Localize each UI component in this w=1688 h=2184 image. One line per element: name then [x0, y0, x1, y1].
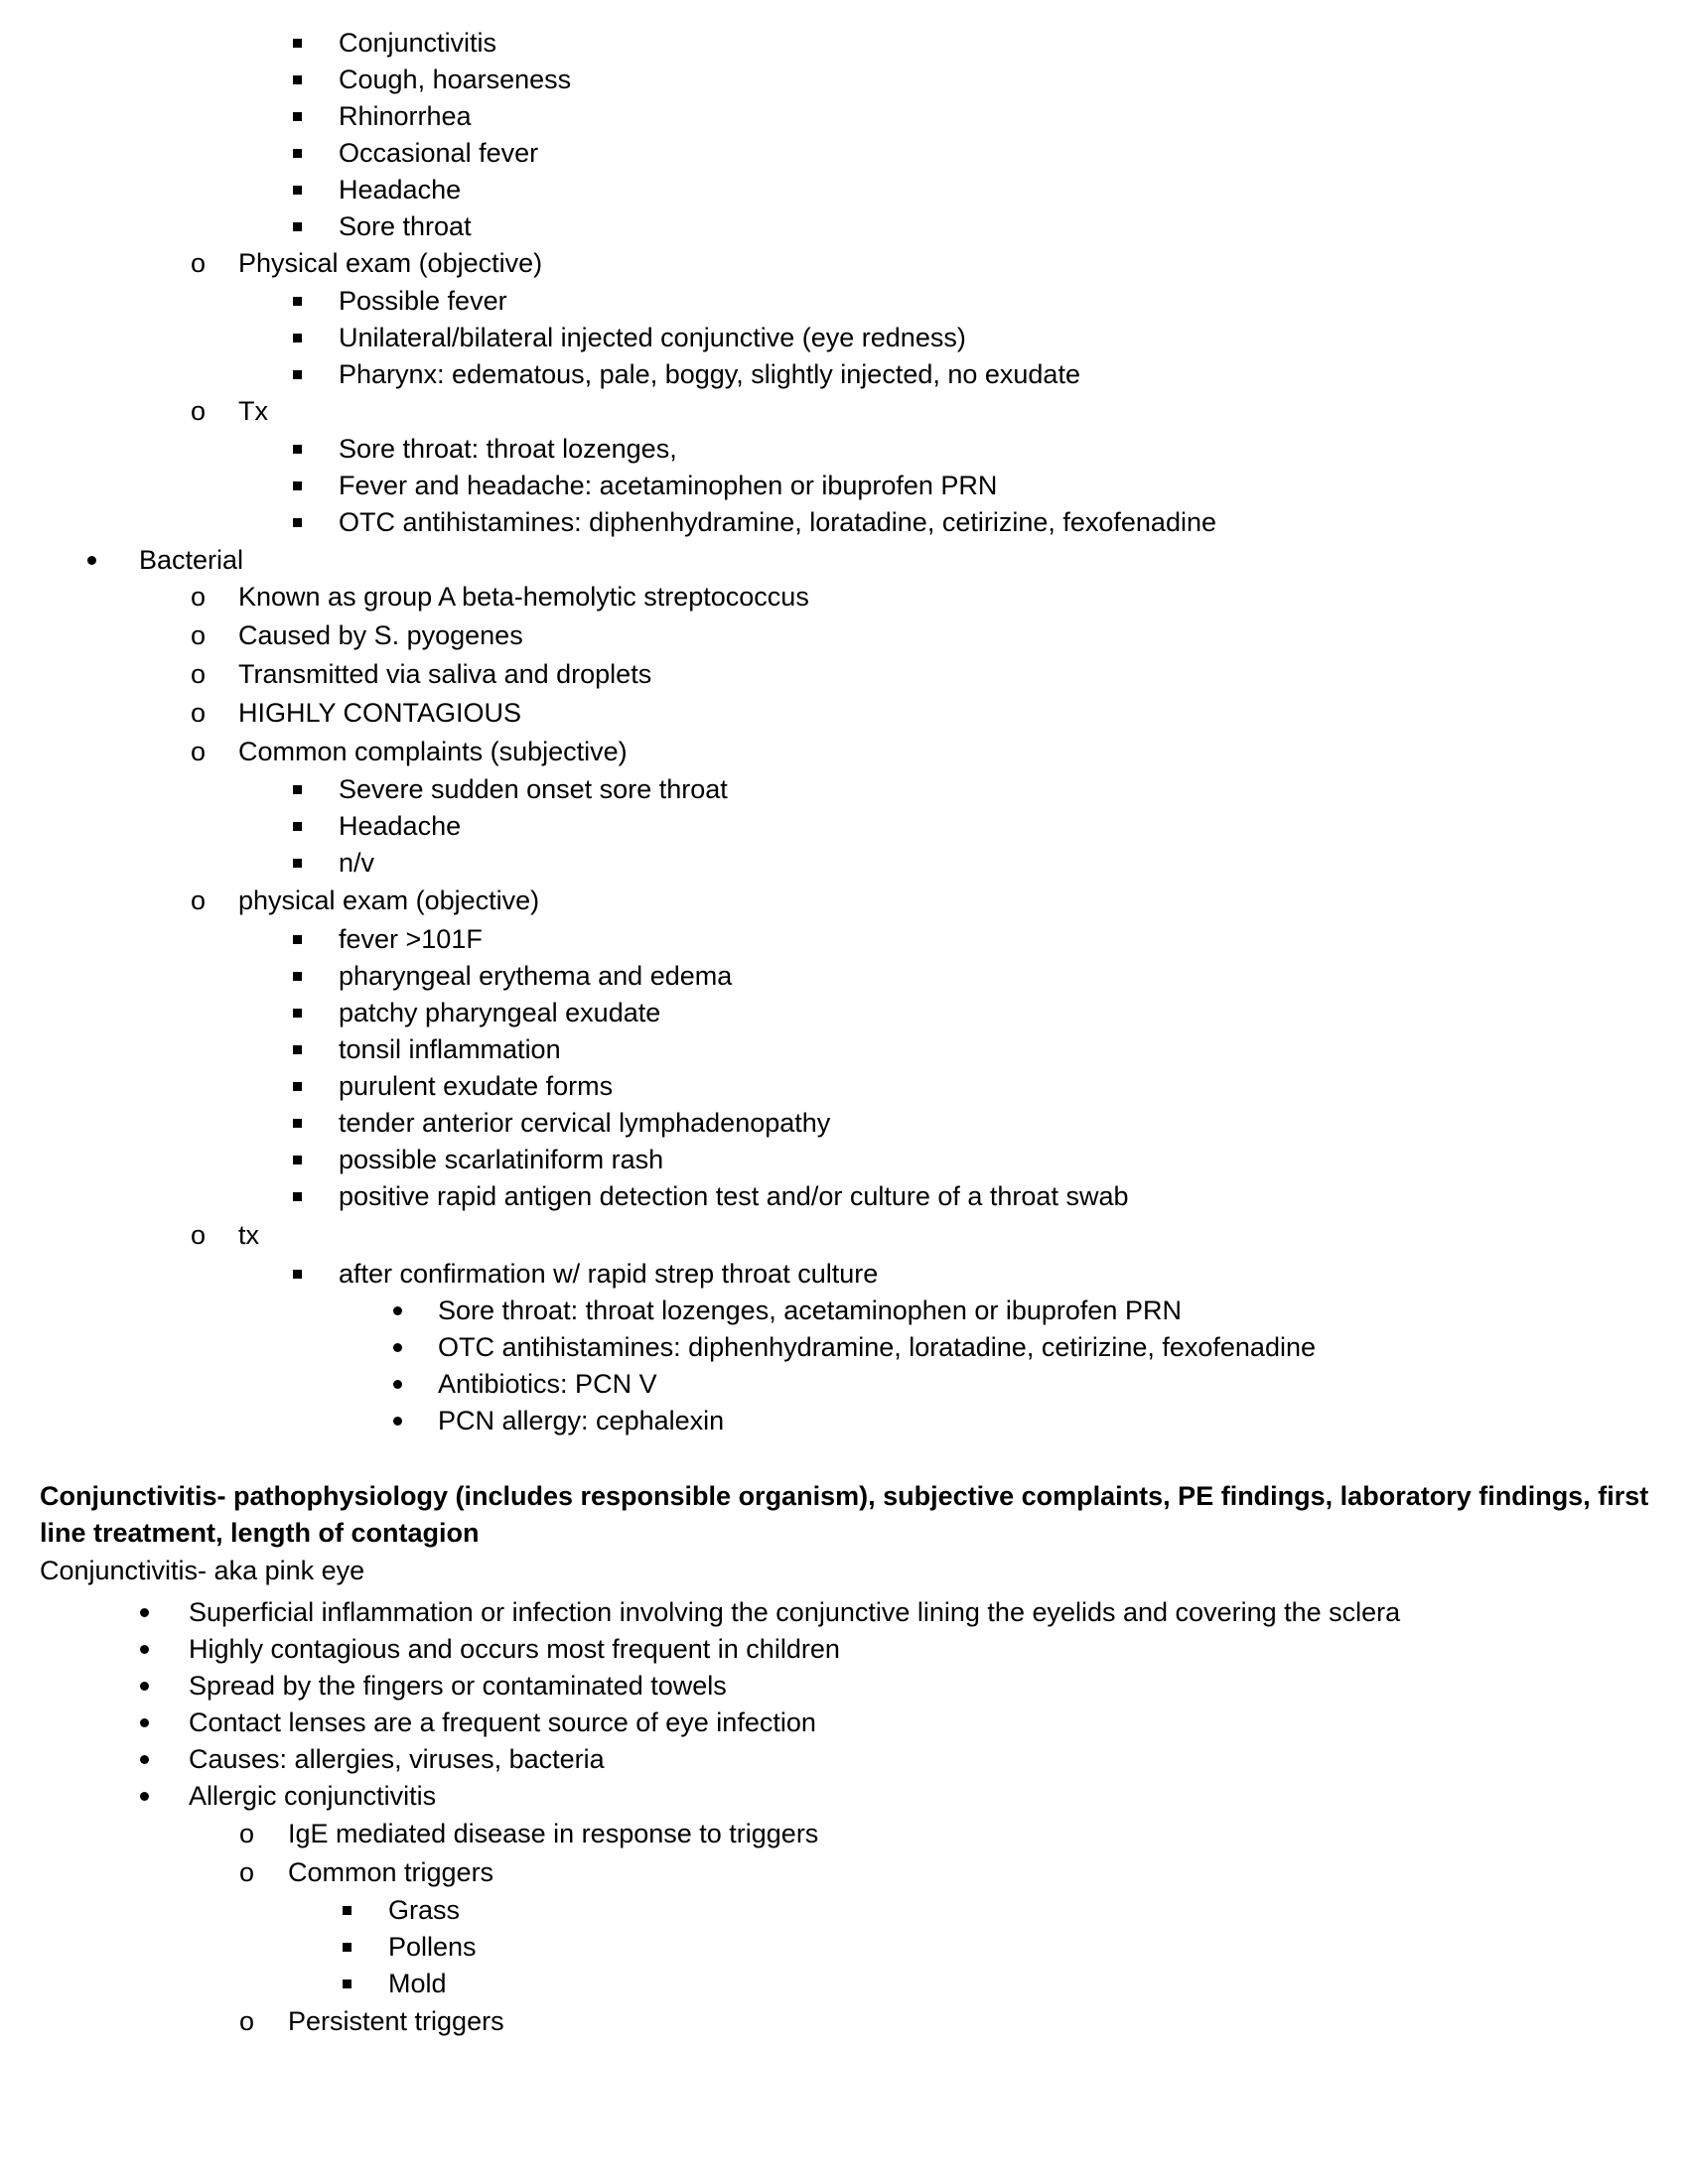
list-item: possible scarlatiniform rash — [0, 1142, 1688, 1178]
list-item: positive rapid antigen detection test and/or culture of a throat swab — [0, 1178, 1688, 1215]
list-item: Occasional fever — [0, 135, 1688, 172]
square-bullet-icon — [293, 1009, 302, 1018]
list-item: o physical exam (objective) — [0, 883, 1688, 919]
square-bullet-icon — [293, 75, 302, 84]
list-item: Spread by the fingers or contaminated towels — [0, 1668, 1688, 1705]
list-item: fever >101F — [0, 921, 1688, 958]
square-bullet-icon — [293, 1045, 302, 1054]
square-bullet-icon — [293, 1156, 302, 1164]
list-item: o Known as group A beta-hemolytic streptococcus — [0, 579, 1688, 615]
list-item: Headache — [0, 808, 1688, 845]
list-item: after confirmation w/ rapid strep throat culture — [0, 1256, 1688, 1293]
round-bullet-icon — [140, 1682, 149, 1691]
list-item: o Common complaints (subjective) — [0, 734, 1688, 770]
square-bullet-icon — [293, 334, 302, 342]
round-bullet-icon — [140, 1755, 149, 1764]
list-item: o Tx — [0, 393, 1688, 430]
list-item: Causes: allergies, viruses, bacteria — [0, 1741, 1688, 1778]
square-bullet-icon — [293, 1270, 302, 1279]
list-item: OTC antihistamines: diphenhydramine, loratadine, cetirizine, fexofenadine — [0, 504, 1688, 541]
square-bullet-icon — [293, 445, 302, 454]
square-bullet-icon — [293, 935, 302, 944]
list-item: patchy pharyngeal exudate — [0, 995, 1688, 1031]
list-item: Unilateral/bilateral injected conjunctive (eye redness) — [0, 320, 1688, 356]
round-bullet-icon — [393, 1380, 402, 1389]
section-heading-continued: line treatment, length of contagion — [40, 1518, 480, 1548]
square-bullet-icon — [293, 1192, 302, 1201]
list-item: o Transmitted via saliva and droplets — [0, 656, 1688, 693]
square-bullet-icon — [293, 39, 302, 48]
list-item: Allergic conjunctivitis — [0, 1778, 1688, 1815]
list-item: Pharynx: edematous, pale, boggy, slightly injected, no exudate — [0, 356, 1688, 393]
circle-bullet-icon: o — [239, 1857, 255, 1887]
square-bullet-icon — [343, 1979, 352, 1988]
square-bullet-icon — [293, 222, 302, 231]
circle-bullet-icon: o — [239, 1819, 255, 1848]
list-item: Severe sudden onset sore throat — [0, 771, 1688, 808]
list-item: purulent exudate forms — [0, 1068, 1688, 1105]
list-item: Mold — [0, 1966, 1688, 2002]
list-item: o Common triggers — [0, 1854, 1688, 1891]
list-item: pharyngeal erythema and edema — [0, 958, 1688, 995]
square-bullet-icon — [293, 186, 302, 195]
list-item: Superficial inflammation or infection involving the conjunctive lining the eyelids and covering the sclera — [0, 1594, 1688, 1631]
square-bullet-icon — [293, 785, 302, 794]
circle-bullet-icon: o — [191, 582, 207, 612]
round-bullet-icon — [140, 1608, 149, 1617]
list-item: o tx — [0, 1217, 1688, 1254]
list-item: Bacterial — [0, 542, 1688, 579]
list-item: o HIGHLY CONTAGIOUS — [0, 695, 1688, 732]
list-item: PCN allergy: cephalexin — [0, 1403, 1688, 1439]
list-item: o Caused by S. pyogenes — [0, 617, 1688, 654]
square-bullet-icon — [343, 1943, 352, 1952]
circle-bullet-icon: o — [191, 620, 207, 650]
square-bullet-icon — [293, 297, 302, 306]
circle-bullet-icon: o — [191, 1220, 207, 1250]
list-item: Sore throat: throat lozenges, acetaminophen or ibuprofen PRN — [0, 1293, 1688, 1329]
list-item: tender anterior cervical lymphadenopathy — [0, 1105, 1688, 1142]
list-item: n/v — [0, 845, 1688, 882]
round-bullet-icon — [87, 556, 96, 565]
section-heading: Conjunctivitis- pathophysiology (includes responsible organism), subjective complaints, PE findings, laboratory findings, first — [40, 1481, 1649, 1511]
round-bullet-icon — [140, 1792, 149, 1801]
list-item: Sore throat — [0, 208, 1688, 245]
square-bullet-icon — [293, 859, 302, 868]
list-item: OTC antihistamines: diphenhydramine, loratadine, cetirizine, fexofenadine — [0, 1329, 1688, 1366]
list-item: o IgE mediated disease in response to triggers — [0, 1816, 1688, 1852]
square-bullet-icon — [293, 112, 302, 121]
list-item: Fever and headache: acetaminophen or ibuprofen PRN — [0, 468, 1688, 504]
list-item: Headache — [0, 172, 1688, 208]
square-bullet-icon — [293, 518, 302, 527]
round-bullet-icon — [393, 1343, 402, 1352]
round-bullet-icon — [140, 1645, 149, 1654]
square-bullet-icon — [293, 822, 302, 831]
paragraph: Conjunctivitis- aka pink eye — [40, 1556, 365, 1585]
list-item: Rhinorrhea — [0, 98, 1688, 135]
round-bullet-icon — [393, 1306, 402, 1315]
square-bullet-icon — [293, 1082, 302, 1091]
circle-bullet-icon: o — [191, 248, 207, 278]
circle-bullet-icon: o — [191, 737, 207, 766]
circle-bullet-icon: o — [239, 2006, 255, 2036]
list-item: Grass — [0, 1892, 1688, 1929]
circle-bullet-icon: o — [191, 698, 207, 728]
square-bullet-icon — [343, 1906, 352, 1915]
list-item: o Persistent triggers — [0, 2003, 1688, 2040]
square-bullet-icon — [293, 481, 302, 490]
square-bullet-icon — [293, 370, 302, 379]
round-bullet-icon — [393, 1417, 402, 1426]
round-bullet-icon — [140, 1718, 149, 1727]
list-item: Possible fever — [0, 283, 1688, 320]
square-bullet-icon — [293, 149, 302, 158]
square-bullet-icon — [293, 1119, 302, 1128]
list-item: Pollens — [0, 1929, 1688, 1966]
square-bullet-icon — [293, 972, 302, 981]
list-item: Contact lenses are a frequent source of eye infection — [0, 1705, 1688, 1741]
list-item: o Physical exam (objective) — [0, 245, 1688, 282]
list-item: Sore throat: throat lozenges, — [0, 431, 1688, 468]
circle-bullet-icon: o — [191, 396, 207, 426]
list-item: tonsil inflammation — [0, 1031, 1688, 1068]
list-item: Conjunctivitis — [0, 25, 1688, 62]
list-item: Cough, hoarseness — [0, 62, 1688, 98]
circle-bullet-icon: o — [191, 659, 207, 689]
list-item: Antibiotics: PCN V — [0, 1366, 1688, 1403]
circle-bullet-icon: o — [191, 886, 207, 915]
list-item: Highly contagious and occurs most frequent in children — [0, 1631, 1688, 1668]
